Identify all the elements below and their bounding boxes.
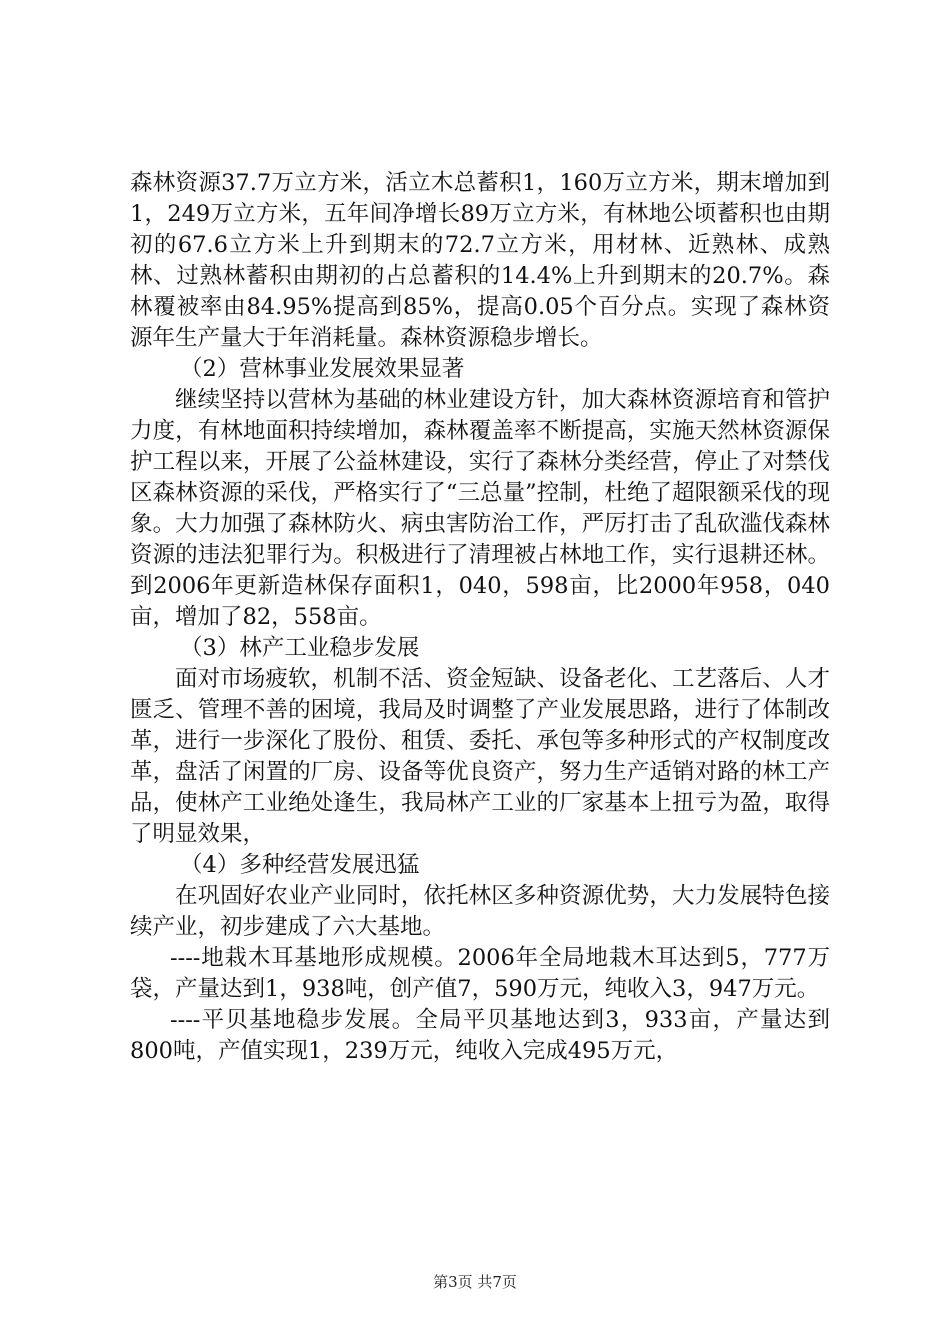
document-body — [130, 168, 830, 1067]
page-number-footer: 第3页 共7页 — [433, 1273, 517, 1291]
paragraph-afforestation: 继续坚持以营林为基础的林业建设方针，加大森林资源培育和管护力度，有林地面积持续增加，森林覆盖率不断提高，实施天然林资源保护工程以来，开展了公益林建设，实行了森林分类经营，停止了对禁伐区森林资源的采伐，严格实行了“三总量”控制，杜绝了超限额采伐的现象。大力加强了森林防火、病虫害防治工作，严厉打击了乱砍滥伐森林资源的违法犯罪行为。积极进行了清理被占林地工作，实行退耕还林。到2006年更新造林保存面积1，040，598亩，比2000年958，040亩，增加了82，558亩。 — [130, 387, 830, 630]
paragraph-forest-industry: 面对市场疲软，机制不活、资金短缺、设备老化、工艺落后、人才匮乏、管理不善的困境，我局及时调整了产业发展思路，进行了体制改革，进行一步深化了股份、租赁、委托、承包等多种形式的产权制度改革，盘活了闲置的厂房、设备等优良资产，努力生产适销对路的林工产品，使林产工业绝处逢生，我局林产工业的厂家基本上扭亏为盈，取得了明显效果， — [130, 666, 830, 847]
section-heading-forest-industry: （3）林产工业稳步发展 — [180, 635, 420, 661]
section-heading-afforestation: （2）营林事业发展效果显著 — [180, 356, 465, 382]
paragraph-diversified-operations: 在巩固好农业产业同时，依托林区多种资源优势，大力发展特色接续产业，初步建成了六大基地。 — [130, 883, 830, 940]
list-item-fritillary-base: ----平贝基地稳步发展。全局平贝基地达到3，933亩，产量达到800吨，产值实现1，239万元，纯收入完成495万元， — [130, 1007, 830, 1064]
section-heading-diversified-operations: （4）多种经营发展迅猛 — [180, 852, 420, 878]
list-item-fungus-base: ----地栽木耳基地形成规模。2006年全局地栽木耳达到5，777万袋，产量达到1，938吨，创产值7，590万元，纯收入3，947万元。 — [130, 945, 830, 1002]
paragraph-forest-resources: 森林资源37.7万立方米，活立木总蓄积1，160万立方米，期末增加到1，249万立方米，五年间净增长89万立方米，有林地公顷蓄积也由期初的67.6立方米上升到期末的72.7立方米，用材林、近熟林、成熟林、过熟林蓄积由期初的占总蓄积的14.4%上升到期末的20.7%。森林覆被率由84.95%提高到85%，提高0.05个百分点。实现了森林资源年生产量大于年消耗量。森林资源稳步增长。 — [130, 170, 830, 351]
